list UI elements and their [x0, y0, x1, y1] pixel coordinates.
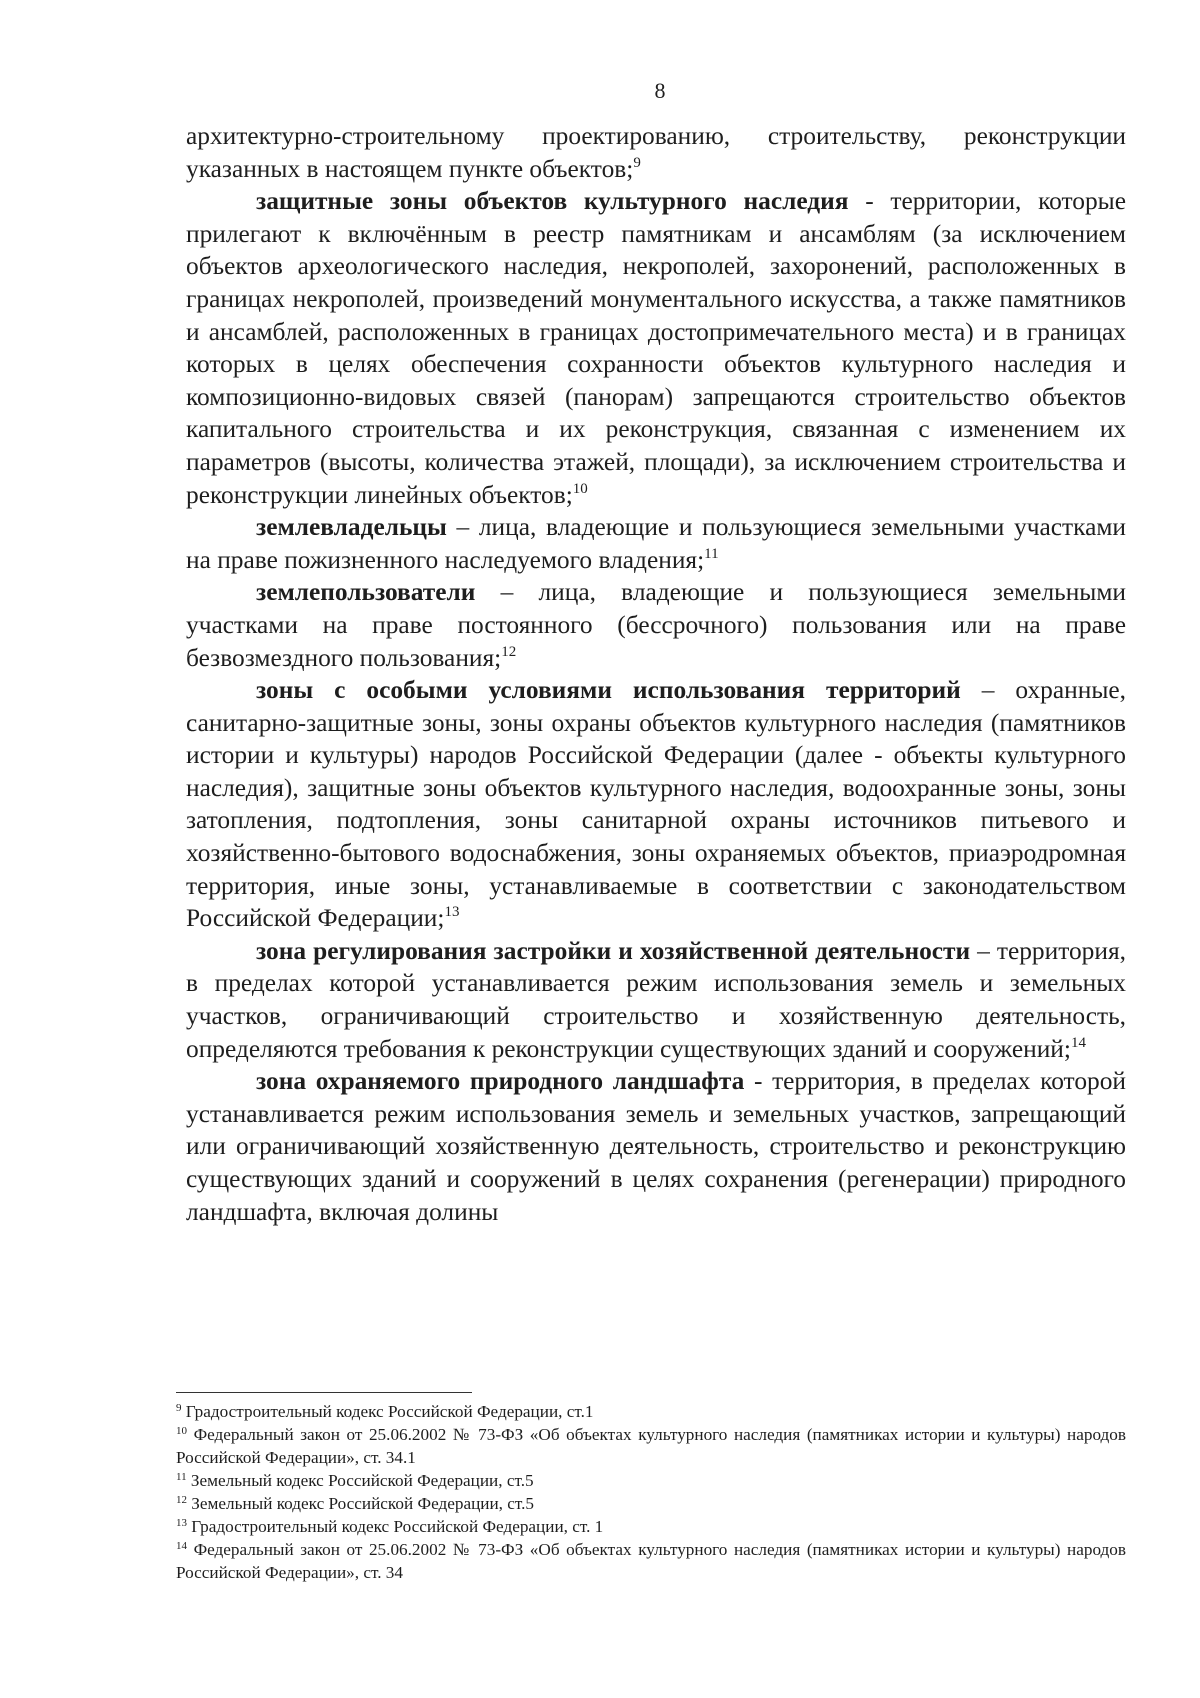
- footnote: [176, 1538, 1126, 1584]
- footnote-number: 13: [176, 1517, 187, 1529]
- intro-paragraph: [186, 120, 1126, 185]
- definition-dash: –: [475, 578, 539, 607]
- footnote-text: Градостроительный кодекс Российской Федерации, ст.1: [185, 1402, 594, 1421]
- footnote: [176, 1469, 1126, 1492]
- definition-text: лица, владеющие и пользующиеся земельными участками на праве пожизненного наследуемого владения;: [186, 513, 1126, 574]
- footnote-ref: 9: [633, 154, 641, 171]
- definition-dash: -: [744, 1067, 773, 1096]
- definition-text: территории, которые прилегают к включённым в реестр памятникам и ансамблям (за исключением объектов археологического наследия, некрополей, захоронений, расположенных в границах некрополей, произведений монументального искусства, а также памятников и ансамблей, расположенных в границах достопримечательного места) и в границах которых в целях обеспечения сохранности объектов культурного наследия и композиционно-видовых связей (панорам) запрещаются строительство объектов капитального строительства и их реконструкция, связанная с изменением их параметров (высоты, количества этажей, площади), за исключением строительства и реконструкции линейных объектов;: [186, 187, 1126, 509]
- footnote-ref: 14: [1070, 1034, 1086, 1051]
- footnote: [176, 1515, 1126, 1538]
- footnote-number: 9: [176, 1402, 182, 1414]
- footnote-ref: 13: [444, 904, 460, 921]
- body-text: [186, 120, 1126, 1228]
- definition-dash: –: [970, 936, 997, 965]
- footnote-ref: 12: [501, 643, 517, 660]
- footnote-ref: 11: [704, 545, 719, 562]
- intro-text: архитектурно-строительному проектированию, строительству, реконструкции указанных в настоящем пункте объектов;: [186, 122, 1126, 183]
- definition-term: зона охраняемого природного ландшафта: [256, 1067, 745, 1096]
- definition-text: территория, в пределах которой устанавливается режим использования земель и земельных участков, ограничивающий строительство и хозяйственную деятельность, определяются требования к реконструкции существующих зданий и сооружений;: [186, 936, 1126, 1063]
- footnote-number: 12: [176, 1494, 187, 1506]
- definition-dash: –: [960, 676, 1016, 705]
- definition-paragraph: [186, 935, 1126, 1065]
- definition-text: охранные, санитарно-защитные зоны, зоны охраны объектов культурного наследия (памятников истории и культуры) народов Российской Федерации (далее - объекты культурного наследия), защитные зоны объектов культурного наследия, водоохранные зоны, зоны затопления, подтопления, зоны санитарной охраны источников питьевого и хозяйственно-бытового водоснабжения, зоны охраняемых объектов, приаэродромная территория, иные зоны, устанавливаемые в соответствии с законодательством Российской Федерации;: [186, 676, 1126, 933]
- footnote-number: 11: [176, 1471, 187, 1483]
- footnotes: [176, 1400, 1126, 1584]
- footnote-text: Федеральный закон от 25.06.2002 № 73-ФЗ «Об объектах культурного наследия (памятниках истории и культуры) народов Российской Федерации», ст. 34: [176, 1540, 1126, 1582]
- definition-term: землевладельцы: [256, 513, 447, 542]
- definition-paragraph: [186, 511, 1126, 576]
- footnote-number: 14: [176, 1540, 187, 1552]
- definition-paragraph: [186, 185, 1126, 511]
- definition-text: территория, в пределах которой устанавливается режим использования земель и земельных участков, запрещающий или ограничивающий хозяйственную деятельность, строительство и реконструкцию существующих зданий и сооружений в целях сохранения (регенерации) природного ландшафта, включая долины: [186, 1067, 1126, 1226]
- definition-paragraph: [186, 1065, 1126, 1228]
- footnote-text: Земельный кодекс Российской Федерации, ст.5: [190, 1471, 534, 1490]
- footnote: [176, 1492, 1126, 1515]
- page-number: 8: [654, 78, 666, 103]
- definition-paragraph: [186, 674, 1126, 935]
- definition-term: зоны с особыми условиями использования территорий: [256, 676, 961, 705]
- footnote-text: Градостроительный кодекс Российской Федерации, ст. 1: [191, 1517, 604, 1536]
- footnote-separator: [176, 1392, 472, 1393]
- footnote: [176, 1423, 1126, 1469]
- definition-term: зона регулирования застройки и хозяйственной деятельности: [256, 936, 971, 965]
- definition-dash: -: [848, 187, 891, 216]
- footnote: [176, 1400, 1126, 1423]
- definition-paragraph: [186, 576, 1126, 674]
- definition-term: защитные зоны объектов культурного наследия: [256, 187, 849, 216]
- footnote-text: Земельный кодекс Российской Федерации, ст.5: [191, 1494, 534, 1513]
- definition-text: лица, владеющие и пользующиеся земельными участками на праве постоянного (бессрочного) пользования или на праве безвозмездного пользования;: [186, 578, 1127, 672]
- definition-term: землепользователи: [256, 578, 476, 607]
- footnote-text: Федеральный закон от 25.06.2002 № 73-ФЗ «Об объектах культурного наследия (памятниках истории и культуры) народов Российской Федерации», ст. 34.1: [176, 1425, 1126, 1467]
- definition-dash: –: [446, 513, 479, 542]
- footnote-number: 10: [176, 1425, 187, 1437]
- footnote-ref: 10: [572, 480, 588, 497]
